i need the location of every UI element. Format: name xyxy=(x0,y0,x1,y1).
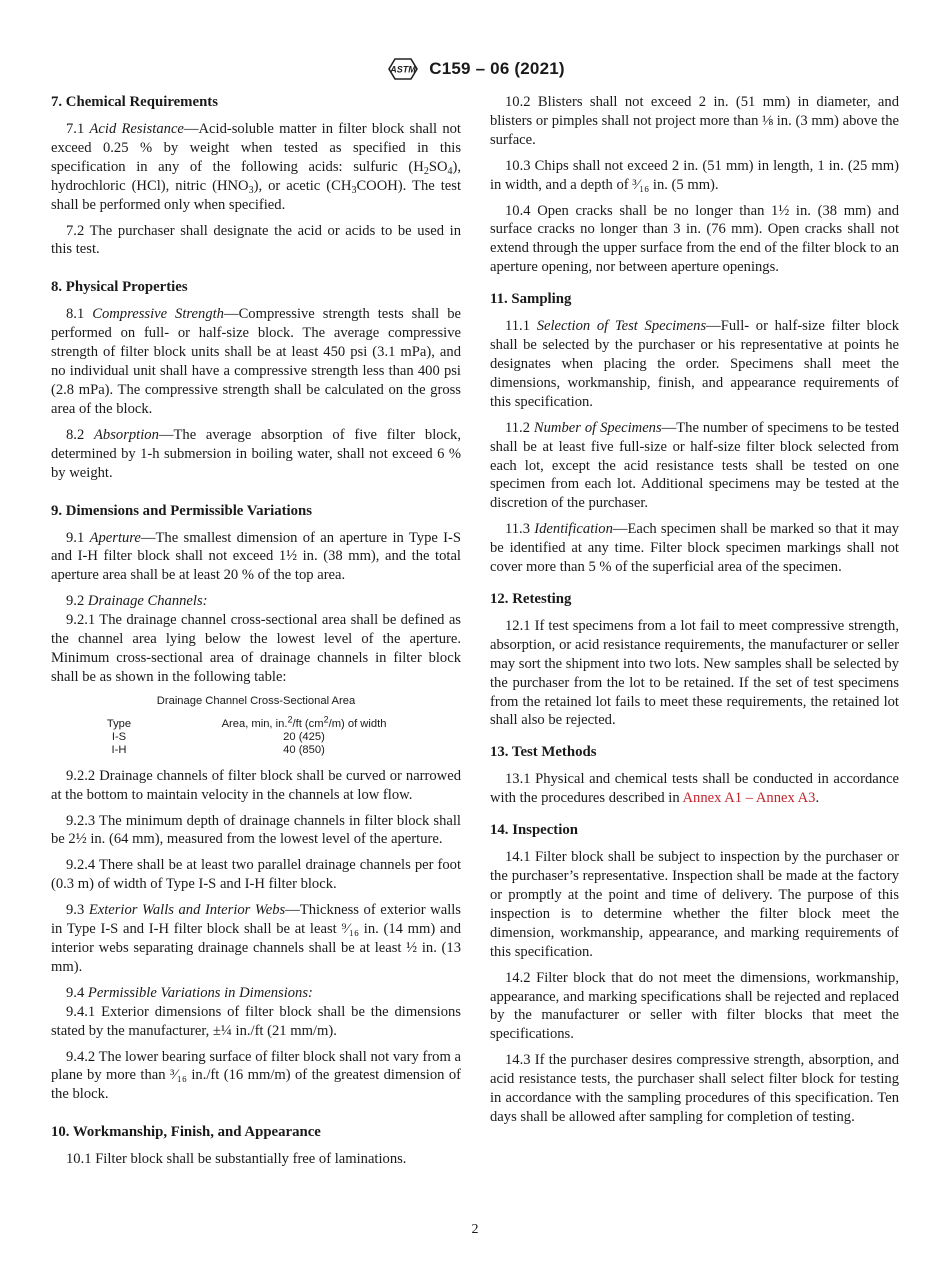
paragraph-11-3: 11.3 Identification—Each specimen shall be marked so that it may be identified at any time. Filter block specimen markings shall not cover more than 5 % of the superficial area of the specimen. xyxy=(490,521,899,576)
paragraph-10-1: 10.1 Filter block shall be substantially free of laminations. xyxy=(66,1151,407,1168)
section-13-title: 13. Test Methods xyxy=(490,744,597,761)
paragraph-8-1: 8.1 Compressive Strength—Compressive strength tests shall be performed on full- or half-size block. The average compressive strength of filter block units shall be at least 450 psi (3.1 mPa), and no individual unit shall have a compressive strength less than 400 psi (2.8 mPa). The compressive strength shall be calculated on the gross area of the block. xyxy=(51,306,461,417)
paragraph-10-2: 10.2 Blisters shall not exceed 2 in. (51 mm) in diameter, and blisters or pimples shall not project more than ⅛ in. (3 mm) above the surface. xyxy=(490,94,899,148)
paragraph-9-4-2: 9.4.2 The lower bearing surface of filter block shall not vary from a plane by more than ³⁄₁₆ in./ft (16 mm/m) of the greatest dimension of the block. xyxy=(51,1048,461,1103)
section-9-title: 9. Dimensions and Permissible Variations xyxy=(51,502,313,519)
table-header-area: Area, min, in.$^2$/ft $(cm^2/m)$ of width xyxy=(221,714,387,730)
right-column xyxy=(490,93,899,1134)
section-12-title: 12. Retesting xyxy=(490,590,572,607)
paragraph-9-2-4: 9.2.4 There shall be at least two parallel drainage channels per foot (0.3 m) of width of Type I-S and I-H filter block. xyxy=(51,857,461,893)
logo-text: ASTM xyxy=(390,64,416,75)
paragraph-13-1: 13.1 Physical and chemical tests shall be conducted in accordance with the procedures described in Annex A1 – Annex A3. xyxy=(490,771,899,807)
astm-logo-icon xyxy=(385,56,421,82)
section-11-title: 11. Sampling xyxy=(490,291,572,308)
paragraph-12-1: 12.1 If test specimens from a lot fail to meet compressive strength, absorption, or acid resistance requirements, the manufacturer or seller may sort the shipment into two lots. New samples shall be selected by the purchaser from the lot to be retained. If the set of test specimens from the retained lot fails to meet these requirements, the retained lot shall also be rejected. xyxy=(490,617,899,729)
paragraph-14-3: 14.3 If the purchaser desires compressive strength, absorption, and acid resistance tests, the purchaser shall select filter block for testing in accordance with the sampling procedures of this specification. Ten days shall be allowed after sampling for completion of testing. xyxy=(490,1052,899,1125)
paragraph-9-3: 9.3 Exterior Walls and Interior Webs—Thickness of exterior walls in Type I-S and I-H filter block shall be at least ⁹⁄₁₆ in. (14 mm) and interior webs separating drainage channels shall be at least ½ in. (13 mm). xyxy=(51,902,461,975)
paragraph-7-1: 7.1 Acid Resistance—Acid-soluble matter in filter block shall not exceed 0.25 % by weight when tested as specified in this specification in any of the following acids: sulfuric $(H_2SO_4)$, hydrochloric (HCl), nitric $(HNO_3)$, or acetic $(CH_3COOH)$. The test shall be performed only when specified. xyxy=(51,121,462,213)
paragraph-9-4-1: 9.4.1 Exterior dimensions of filter block shall be the dimensions stated by the manufacturer, ±¼ in./ft (21 mm/m). xyxy=(51,1003,461,1039)
page-number: 2 xyxy=(471,1222,479,1237)
drainage-channel-table xyxy=(51,695,461,757)
table-row xyxy=(51,744,461,757)
annex-link[interactable]: Annex A1 – Annex A3 xyxy=(682,790,816,807)
paragraph-9-2: 9.2 Drainage Channels: xyxy=(66,593,208,610)
paragraph-14-1: 14.1 Filter block shall be subject to inspection by the purchaser or the purchaser’s representative. Inspection shall be made at the factory or promptly at the point and time of delivery. The purpose of this inspection is to determine whether the filter block meet the dimension, workmanship, appearance, and marking requirements of this specification. xyxy=(490,849,899,960)
section-8-title: 8. Physical Properties xyxy=(51,279,188,296)
paragraph-14-2: 14.2 Filter block that do not meet the dimensions, workmanship, appearance, and marking specifications shall be rejected and replaced by the manufacturer or seller with filter blocks that meet the specifications. xyxy=(490,969,899,1043)
paragraph-11-2: 11.2 Number of Specimens—The number of specimens to be tested shall be at least five full-size or half-size filter block selected from each lot, except the acid resistance tests shall be tested on one specimen from each lot. Additional specimens may be tested at the discretion of the purchaser. xyxy=(490,419,899,512)
paragraph-9-4: 9.4 Permissible Variations in Dimensions: xyxy=(66,984,313,1001)
paragraph-9-2-1: 9.2.1 The drainage channel cross-sectional area shall be defined as the channel area lying below the lowest level of the aperture. Minimum cross-sectional area of drainage channels in filter block shall be as shown in the following table: xyxy=(51,612,461,685)
paragraph-9-1: 9.1 Aperture—The smallest dimension of an aperture in Type I-S and I-H filter block shall not exceed 1½ in. (38 mm), and the total aperture area shall be at least 20 % of the top area. xyxy=(51,529,461,584)
left-column xyxy=(51,93,461,1176)
paragraph-11-1: 11.1 Selection of Test Specimens—Full- or half-size filter block shall be selected by the purchaser or his representative at points he designates when placing the order. Specimens shall meet the dimensions, workmanship, finish, and appearance requirements of this specification. xyxy=(490,318,899,410)
table-cell-area: 20 (425) xyxy=(283,730,325,743)
paragraph-9-2-2: 9.2.2 Drainage channels of filter block shall be curved or narrowed at the bottom to maintain velocity in the channels at low flow. xyxy=(51,767,461,803)
paragraph-7-2: 7.2 The purchaser shall designate the acid or acids to be used in this test. xyxy=(51,222,461,258)
paragraph-8-2: 8.2 Absorption—The average absorption of five filter block, determined by 1-h submersion in boiling water, shall not exceed 6 % by weight. xyxy=(51,426,461,481)
table-row xyxy=(51,731,461,744)
page-header xyxy=(0,56,950,87)
table-cell-type: I-H xyxy=(111,743,127,756)
table-header-type: Type xyxy=(106,717,132,730)
table-cell-type: I-S xyxy=(111,730,127,743)
table-cell-area: 40 (850) xyxy=(283,743,325,756)
table-title: Drainage Channel Cross-Sectional Area xyxy=(156,694,356,707)
table-header-row xyxy=(51,714,461,731)
section-10-title: 10. Workmanship, Finish, and Appearance xyxy=(51,1124,321,1141)
paragraph-10-3: 10.3 Chips shall not exceed 2 in. (51 mm) in length, 1 in. (25 mm) in width, and a depth of ³⁄₁₆ in. (5 mm). xyxy=(490,157,899,193)
paragraph-9-2-3: 9.2.3 The minimum depth of drainage channels in filter block shall be 2½ in. (64 mm), measured from the lowest level of the aperture. xyxy=(51,812,461,848)
document-designation: C159 – 06 (2021) xyxy=(429,59,565,78)
section-14-title: 14. Inspection xyxy=(490,822,578,839)
paragraph-10-4: 10.4 Open cracks shall be no longer than 1½ in. (38 mm) and surface cracks no longer than 3 in. (76 mm). Open cracks shall not extend through the upper surface from the end of the filter block to an aperture opening, nor between aperture openings. xyxy=(490,202,899,276)
section-7-title: 7. Chemical Requirements xyxy=(51,94,218,110)
